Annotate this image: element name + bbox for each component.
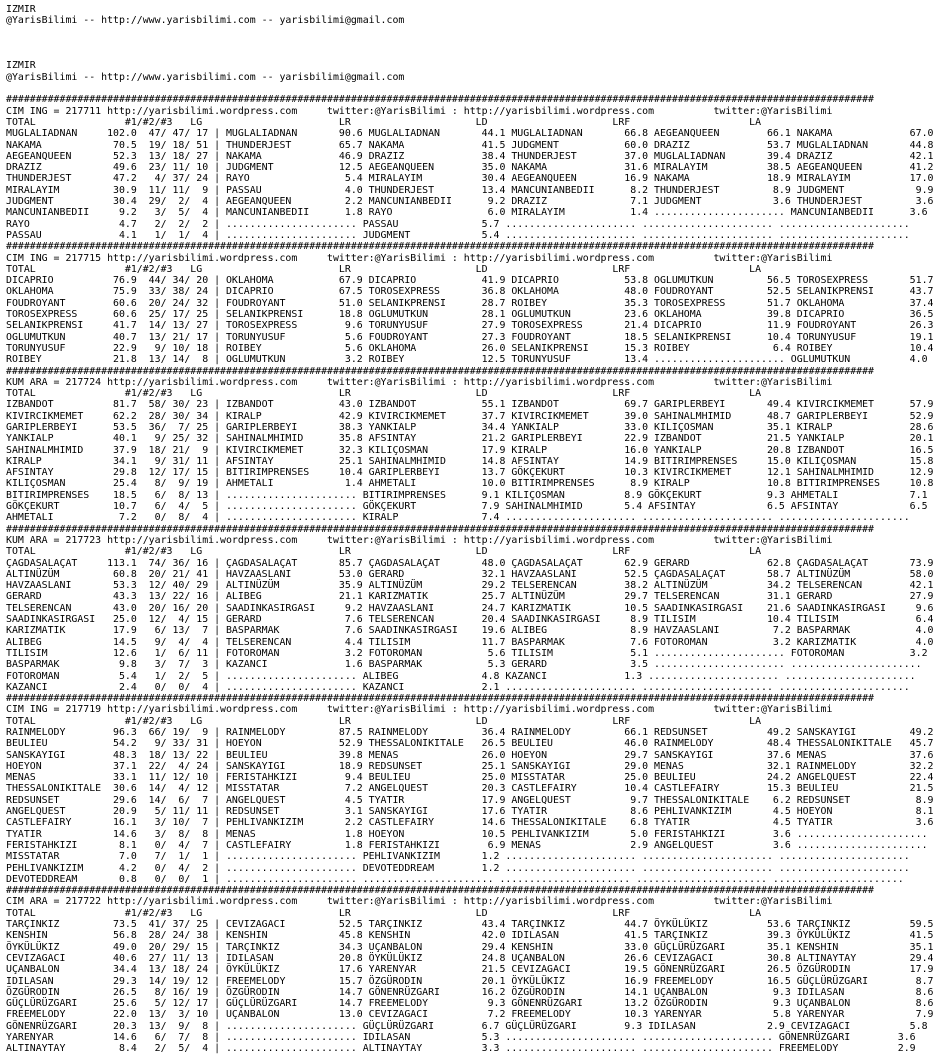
text-line: TOTAL #1/#2/#3 LG LR LD LRF LA [6, 388, 762, 400]
separator-line: ################################################################################################################################################## [6, 241, 875, 253]
text-line: TOTAL #1/#2/#3 LG LR LD LRF LA [6, 263, 762, 275]
text-line: ALIBEG 14.5 9/ 4/ 4 | TELSERENCAN 4.4 TILISIM 11.7 BASPARMAK 7.6 FOTOROMAN 3.2 KARIZMATIK 4.0 [6, 636, 933, 648]
separator-line: ################################################################################################################################################## [6, 94, 875, 106]
text-line: UÇANBALON 34.4 13/ 18/ 24 | ÖYKÜLÜKIZ 17.6 YARENYAR 21.5 CEVIZAGACI 19.5 GÖNENRÜZGARI 26.5 ÖZGÜRODIN 17.9 [6, 964, 933, 976]
text-line: TELSERENCAN 43.0 20/ 16/ 20 | SAADINKASIRGASI 9.2 HAVZAASLANI 24.7 KARIZMATIK 10.5 SAADINKASIRGASI 21.6 SAADINKASIRGASI 9.6 [6, 602, 933, 614]
text-line: KILIÇOSMAN 25.4 8/ 9/ 19 | AHMETALI 1.4 AHMETALI 10.0 BITIRIMPRENSES 8.9 KIRALP 10.8 BITIRIMPRENSES 10.8 [6, 478, 933, 490]
text-line: HOEYON 37.1 22/ 4/ 24 | SANSKAYIGI 18.9 REDSUNSET 25.1 SANSKAYIGI 29.0 MENAS 32.1 RAINMELODY 32.2 [6, 760, 933, 772]
text-line: IZBANDOT 81.7 58/ 30/ 23 | IZBANDOT 43.0 IZBANDOT 55.1 IZBANDOT 69.7 GARIPLERBEYI 49.4 KIVIRCIKMEMET 57.9 [6, 399, 933, 411]
text-line: SANSKAYIGI 48.3 18/ 13/ 22 | BEULIEU 39.8 MENAS 26.0 HOEYON 29.7 SANSKAYIGI 37.6 MENAS 37.6 [6, 749, 933, 761]
text-line: FOUDROYANT 60.6 20/ 24/ 32 | FOUDROYANT 51.0 SELANIKPRENSI 28.7 ROIBEY 35.3 TOROSEXPRESS 51.7 OKLAHOMA 37.4 [6, 297, 933, 309]
text-line: GERARD 43.3 13/ 22/ 16 | ALIBEG 21.1 KARIZMATIK 25.7 ALTINÜZÜM 29.7 TELSERENCAN 31.1 GERARD 27.9 [6, 591, 933, 603]
separator-line: ################################################################################################################################################## [6, 885, 875, 897]
text-line: IZMIR [6, 60, 36, 72]
text-line: DRAZIZ 49.6 23/ 11/ 10 | JUDGMENT 12.5 AEGEANQUEEN 35.0 NAKAMA 31.6 MIRALAYIM 38.5 AEGEANQUEEN 41.2 [6, 162, 933, 174]
text-line: HAVZAASLANI 53.3 12/ 40/ 29 | ALTINÜZÜM 35.9 ALTINÜZÜM 29.2 TELSERENCAN 38.2 ALTINÜZÜM 34.2 TELSERENCAN 42.1 [6, 580, 933, 592]
text-line: AEGEANQUEEN 52.3 13/ 18/ 27 | NAKAMA 46.9 DRAZIZ 38.4 THUNDERJEST 37.0 MUGLALIADNAN 39.4 DRAZIZ 42.1 [6, 150, 933, 162]
text-line: @YarisBilimi -- http://www.yarisbilimi.com -- yarisbilimi@gmail.com [6, 71, 405, 83]
text-line: TOROSEXPRESS 60.6 25/ 17/ 25 | SELANIKPRENSI 18.8 OGLUMUTKUN 28.1 OGLUMUTKUN 23.6 OKLAHOMA 39.8 DICAPRIO 36.5 [6, 309, 933, 321]
text-line: THUNDERJEST 47.2 4/ 37/ 24 | RAYO 5.4 MIRALAYIM 30.4 AEGEANQUEEN 16.9 NAKAMA 18.9 MIRALAYIM 17.0 [6, 173, 933, 185]
text-line: IDILASAN 29.3 14/ 19/ 12 | FREEMELODY 15.7 ÖZGÜRODIN 20.1 ÖYKÜLÜKIZ 16.9 FREEMELODY 16.5 GÜÇLÜRÜZGARI 8.7 [6, 975, 933, 987]
text-line: ÖZGÜRODIN 26.5 8/ 16/ 19 | ÖZGÜRODIN 14.7 GÖNENRÜZGARI 16.2 ÖZGÜRODIN 14.1 UÇANBALON 9.3 IDILASAN 8.6 [6, 986, 933, 998]
text-line: PEHLIVANKIZIM 4.2 0/ 4/ 2 | ...................... DEVOTEDDREAM 1.2 ...................... ...................... ...................... [6, 862, 910, 874]
text-line: MIRALAYIM 30.9 11/ 11/ 9 | PASSAU 4.0 THUNDERJEST 13.4 MANCUNIANBEDII 8.2 THUNDERJEST 8.9 JUDGMENT 9.9 [6, 184, 933, 196]
text-line: TOTAL #1/#2/#3 LG LR LD LRF LA [6, 715, 762, 727]
text-line: YANKIALP 40.1 9/ 25/ 32 | SAHINALMHIMID 35.8 AFSINTAY 21.2 GARIPLERBEYI 22.9 IZBANDOT 21.5 YANKIALP 20.1 [6, 433, 933, 445]
text-line: AHMETALI 7.2 0/ 8/ 4 | ...................... KIRALP 7.4 ...................... ...................... ...................... [6, 512, 910, 524]
text-line: SAADINKASIRGASI 25.0 12/ 4/ 15 | GERARD 7.6 TELSERENCAN 20.4 SAADINKASIRGASI 8.9 TILISIM 10.4 TILISIM 6.4 [6, 614, 933, 626]
text-line: CIM ING = 217719 http://yarisbilimi.wordpress.com twitter:@YarisBilimi : http://yarisbilimi.wordpress.com twitter:@YarisBilimi [6, 704, 833, 716]
text-line: MANCUNIANBEDII 9.2 3/ 5/ 4 | MANCUNIANBEDII 1.8 RAYO 6.0 MIRALAYIM 1.4 ...................... MANCUNIANBEDII 3.6 [6, 207, 928, 219]
text-line: CIM ING = 217711 http://yarisbilimi.wordpress.com twitter:@YarisBilimi : http://yarisbilimi.wordpress.com twitter:@YarisBilimi [6, 105, 833, 117]
text-line: CIM ARA = 217722 http://yarisbilimi.wordpress.com twitter:@YarisBilimi : http://yarisbilimi.wordpress.com twitter:@YarisBilimi [6, 896, 833, 908]
text-line: AFSINTAY 29.8 12/ 17/ 15 | BITIRIMPRENSES 10.4 GARIPLERBEYI 13.7 GÖKÇEKURT 10.3 KIVIRCIKMEMET 12.1 SAHINALMHIMID 12.9 [6, 467, 933, 479]
text-line: TILISIM 12.6 1/ 6/ 11 | FOTOROMAN 3.2 FOTOROMAN 5.6 TILISIM 5.1 ...................... FOTOROMAN 3.2 [6, 647, 928, 659]
text-line: SAHINALMHIMID 37.9 18/ 21/ 9 | KIVIRCIKMEMET 32.3 KILIÇOSMAN 17.9 KIRALP 16.0 YANKIALP 20.8 IZBANDOT 16.5 [6, 444, 933, 456]
text-line: DEVOTEDDREAM 0.8 0/ 0/ 1 | ...................... ...................... ...................... ...................... ...................... [6, 873, 904, 885]
text-line: IZMIR [6, 4, 36, 15]
text-line: MENAS 33.1 11/ 12/ 10 | FERISTAHKIZI 9.4 BEULIEU 25.0 MISSTATAR 25.0 BEULIEU 24.2 ANGELQUEST 22.4 [6, 772, 933, 784]
text-line: ÇAGDASALAÇAT 113.1 74/ 36/ 16 | ÇAGDASALAÇAT 85.7 ÇAGDASALAÇAT 48.0 ÇAGDASALAÇAT 62.9 GERARD 62.8 ÇAGDASALAÇAT 73.9 [6, 557, 933, 569]
text-line: OKLAHOMA 75.9 33/ 38/ 24 | DICAPRIO 67.5 TOROSEXPRESS 36.8 OKLAHOMA 48.0 FOUDROYANT 52.5 SELANIKPRENSI 43.7 [6, 286, 933, 298]
text-line: BITIRIMPRENSES 18.5 6/ 8/ 13 | ...................... BITIRIMPRENSES 9.1 KILIÇOSMAN 8.9 GÖKÇEKURT 9.3 AHMETALI 7.1 [6, 489, 928, 501]
text-line: TARÇINKIZ 73.5 41/ 37/ 25 | CEVIZAGACI 52.5 TARÇINKIZ 43.4 TARÇINKIZ 44.7 ÖYKÜLÜKIZ 53.6 TARÇINKIZ 59.5 [6, 919, 933, 931]
text-line: OGLUMUTKUN 40.7 13/ 21/ 17 | TORUNYUSUF 5.6 FOUDROYANT 27.3 FOUDROYANT 18.5 SELANIKPRENSI 10.4 TORUNYUSUF 19.1 [6, 331, 933, 343]
separator-line: ################################################################################################################################################## [6, 693, 875, 705]
text-line: CASTLEFAIRY 16.1 3/ 10/ 7 | PEHLIVANKIZIM 2.2 CASTLEFAIRY 14.6 THESSALONIKITALE 6.8 TYATIR 4.5 TYATIR 3.6 [6, 817, 933, 829]
text-line: ALTINÜZÜM 60.8 20/ 21/ 41 | HAVZAASLANI 53.0 GERARD 32.1 HAVZAASLANI 52.5 ÇAGDASALAÇAT 58.7 ALTINÜZÜM 58.0 [6, 568, 933, 580]
text-line: KARIZMATIK 17.9 6/ 13/ 7 | BASPARMAK 7.6 SAADINKASIRGASI 19.6 ALIBEG 8.9 HAVZAASLANI 7.2 BASPARMAK 4.0 [6, 625, 933, 637]
text-line: RAINMELODY 96.3 66/ 19/ 9 | RAINMELODY 87.5 RAINMELODY 36.4 RAINMELODY 66.1 REDSUNSET 49.2 SANSKAYIGI 49.2 [6, 727, 933, 738]
text-line: KUM ARA = 217723 http://yarisbilimi.wordpress.com twitter:@YarisBilimi : http://yarisbilimi.wordpress.com twitter:@YarisBilimi [6, 534, 833, 546]
text-line: GÖNENRÜZGARI 20.3 13/ 9/ 8 | ...................... GÜÇLÜRÜZGARI 6.7 GÜÇLÜRÜZGARI 9.3 IDILASAN 2.9 CEVIZAGACI 5.8 [6, 1020, 928, 1032]
text-line: KAZANCI 2.4 0/ 0/ 4 | ...................... KAZANCI 2.1 ...................... ...................... ...................... [6, 681, 910, 693]
text-line: SELANIKPRENSI 41.7 14/ 13/ 27 | TOROSEXPRESS 9.6 TORUNYUSUF 27.9 TOROSEXPRESS 21.4 DICAPRIO 11.9 FOUDROYANT 26.3 [6, 320, 933, 332]
text-line: JUDGMENT 30.4 29/ 2/ 4 | AEGEANQUEEN 2.2 MANCUNIANBEDII 9.2 DRAZIZ 7.1 JUDGMENT 3.6 THUNDERJEST 3.6 [6, 196, 933, 208]
text-line: TYATIR 14.6 3/ 8/ 8 | MENAS 1.8 HOEYON 10.5 PEHLIVANKIZIM 5.0 FERISTAHKIZI 3.6 ...................... [6, 828, 928, 840]
text-line: PASSAU 4.1 1/ 1/ 4 | ...................... JUDGMENT 5.4 ...................... ...................... ...................... [6, 229, 910, 241]
text-line: GARIPLERBEYI 53.5 36/ 7/ 25 | GARIPLERBEYI 38.3 YANKIALP 34.4 YANKIALP 33.0 KILIÇOSMAN 35.1 KIRALP 28.6 [6, 421, 933, 433]
text-line: THESSALONIKITALE 30.6 14/ 4/ 12 | MISSTATAR 7.2 ANGELQUEST 20.3 CASTLEFAIRY 10.4 CASTLEFAIRY 15.3 BEULIEU 21.5 [6, 783, 933, 795]
text-line: CEVIZAGACI 40.6 27/ 11/ 13 | IDILASAN 20.8 ÖYKÜLÜKIZ 24.8 UÇANBALON 26.6 CEVIZAGACI 30.8 ALTINAYTAY 29.4 [6, 952, 933, 964]
text-line: TOTAL #1/#2/#3 LG LR LD LRF LA [6, 116, 762, 128]
text-line: TORUNYUSUF 22.9 9/ 10/ 18 | ROIBEY 5.6 OKLAHOMA 26.0 SELANIKPRENSI 15.3 ROIBEY 6.4 ROIBEY 10.4 [6, 342, 933, 354]
text-line: TOTAL #1/#2/#3 LG LR LD LRF LA [6, 546, 762, 558]
text-line: GÜÇLÜRÜZGARI 25.6 5/ 12/ 17 | GÜÇLÜRÜZGARI 14.7 FREEMELODY 9.3 GÖNENRÜZGARI 13.2 ÖZGÜRODIN 9.3 UÇANBALON 8.6 [6, 998, 933, 1010]
text-line: YARENYAR 14.6 6/ 7/ 8 | ...................... IDILASAN 5.3 ...................... ...................... GÖNENRÜZGARI 3.6 [6, 1032, 916, 1044]
text-line: FREEMELODY 22.0 13/ 3/ 10 | UÇANBALON 13.0 CEVIZAGACI 7.2 FREEMELODY 10.3 YARENYAR 5.8 YARENYAR 7.9 [6, 1009, 933, 1021]
text-line: @YarisBilimi -- http://www.yarisbilimi.com -- yarisbilimi@gmail.com [6, 15, 405, 27]
text-line: REDSUNSET 29.6 14/ 6/ 7 | ANGELQUEST 4.5 TYATIR 17.9 ANGELQUEST 9.7 THESSALONIKITALE 6.2 REDSUNSET 8.9 [6, 794, 933, 806]
text-line: KUM ARA = 217724 http://yarisbilimi.wordpress.com twitter:@YarisBilimi : http://yarisbilimi.wordpress.com twitter:@YarisBilimi [6, 376, 833, 388]
text-line: RAYO 4.7 2/ 2/ 2 | ...................... PASSAU 5.7 ...................... ...................... ...................... [6, 218, 910, 230]
text-line: MISSTATAR 7.0 7/ 1/ 1 | ...................... PEHLIVANKIZIM 1.2 ...................... ...................... ...................... [6, 851, 910, 863]
separator-line: ################################################################################################################################################## [6, 523, 875, 535]
text-line: GÖKÇEKURT 10.7 6/ 4/ 5 | ...................... GÖKÇEKURT 7.9 SAHINALMHIMID 5.4 AFSINTAY 6.5 AFSINTAY 6.5 [6, 501, 928, 513]
text-line: BASPARMAK 9.8 3/ 7/ 3 | KAZANCI 1.6 BASPARMAK 5.3 GERARD 3.5 ...................... ...................... [6, 659, 922, 671]
text-line: KIRALP 34.1 9/ 31/ 11 | AFSINTAY 25.1 SAHINALMHIMID 14.8 AFSINTAY 14.9 BITIRIMPRENSES 15.0 KILIÇOSMAN 15.8 [6, 455, 933, 467]
text-line: FOTOROMAN 5.4 1/ 2/ 5 | ...................... ALIBEG 4.8 KAZANCI 1.3 ...................... ...................... [6, 670, 916, 682]
text-line: FERISTAHKIZI 8.1 0/ 4/ 7 | CASTLEFAIRY 1.8 FERISTAHKIZI 6.9 MENAS 2.9 ANGELQUEST 3.6 ...................... [6, 839, 928, 851]
text-line: ANGELQUEST 20.9 5/ 11/ 11 | REDSUNSET 3.1 SANSKAYIGI 17.6 TYATIR 8.6 PEHLIVANKIZIM 4.5 HOEYON 8.1 [6, 806, 933, 818]
text-line: CIM ING = 217715 http://yarisbilimi.wordpress.com twitter:@YarisBilimi : http://yarisbilimi.wordpress.com twitter:@YarisBilimi [6, 252, 833, 264]
separator-line: ################################################################################################################################################## [6, 365, 875, 377]
text-line: KENSHIN 56.8 28/ 24/ 38 | KENSHIN 45.8 KENSHIN 42.0 IDILASAN 41.5 TARÇINKIZ 39.3 ÖYKÜLÜKIZ 41.5 [6, 930, 933, 942]
text-line: KIVIRCIKMEMET 62.2 28/ 30/ 34 | KIRALP 42.9 KIVIRCIKMEMET 37.7 KIVIRCIKMEMET 39.0 SAHINALMHIMID 48.7 GARIPLERBEYI 52.9 [6, 410, 933, 422]
text-line: TOTAL #1/#2/#3 LG LR LD LRF LA [6, 907, 762, 919]
text-line: NAKAMA 70.5 19/ 18/ 51 | THUNDERJEST 65.7 NAKAMA 41.5 JUDGMENT 60.0 DRAZIZ 53.7 MUGLALIADNAN 44.8 [6, 139, 933, 151]
text-line: ALTINAYTAY 8.4 2/ 5/ 4 | ...................... ALTINAYTAY 3.3 ...................... ...................... FREEMELODY 2.9 [6, 1043, 916, 1055]
text-line: ÖYKÜLÜKIZ 49.0 20/ 29/ 15 | TARÇINKIZ 34.3 UÇANBALON 29.4 KENSHIN 33.0 GÜÇLÜRÜZGARI 35.1 KENSHIN 35.1 [6, 941, 933, 953]
text-line: ROIBEY 21.8 13/ 14/ 8 | OGLUMUTKUN 3.2 ROIBEY 12.5 TORUNYUSUF 13.4 ...................... OGLUMUTKUN 4.0 [6, 354, 928, 366]
text-line: MUGLALIADNAN 102.0 47/ 47/ 17 | MUGLALIADNAN 90.6 MUGLALIADNAN 44.1 MUGLALIADNAN 66.8 AEGEANQUEEN 66.1 NAKAMA 67.0 [6, 128, 933, 140]
text-line: BEULIEU 54.2 9/ 33/ 31 | HOEYON 52.9 THESSALONIKITALE 26.5 BEULIEU 46.0 RAINMELODY 48.4 THESSALONIKITALE 45.7 [6, 738, 933, 750]
text-line: DICAPRIO 76.9 44/ 34/ 20 | OKLAHOMA 67.9 DICAPRIO 41.9 DICAPRIO 53.8 OGLUMUTKUN 56.5 TOROSEXPRESS 51.7 [6, 275, 933, 287]
